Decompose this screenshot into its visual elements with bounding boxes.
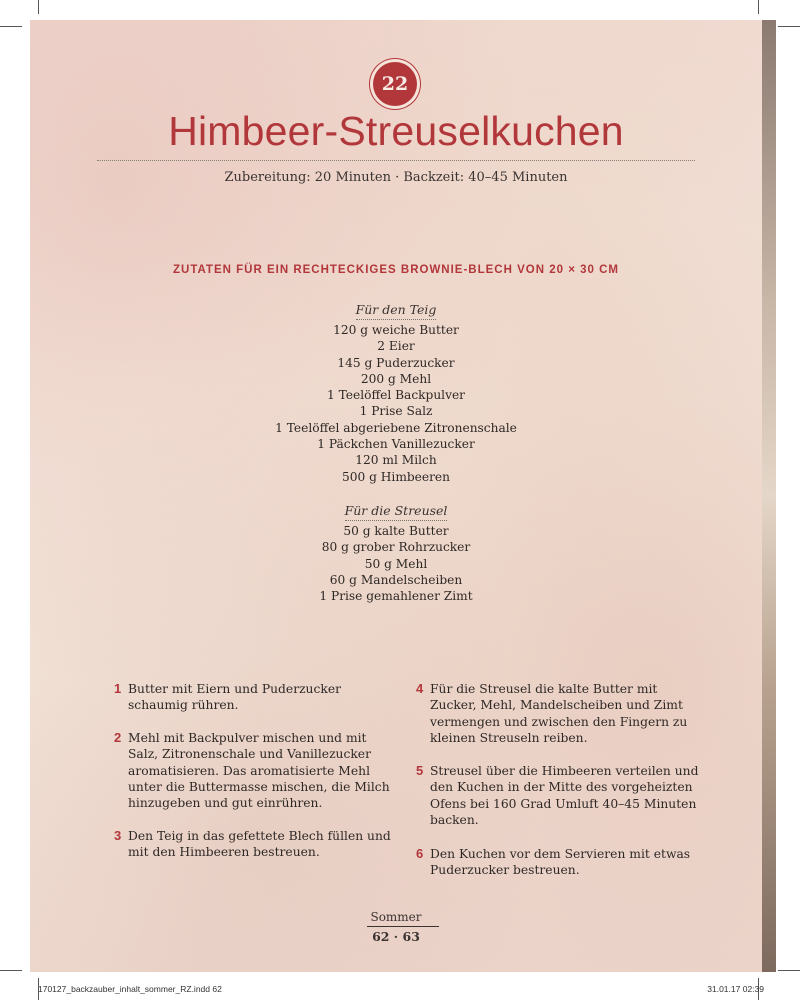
list-item: 1 Prise gemahlener Zimt xyxy=(319,589,473,604)
step-text: Den Teig in das gefettete Blech füllen und mit den Himbeeren bestreuen. xyxy=(128,829,391,860)
print-slug-file: 170127_backzauber_inhalt_sommer_RZ.indd 62 xyxy=(38,984,222,994)
list-item: 50 g Mehl xyxy=(364,556,428,571)
dough-subtitle: Für den Teig xyxy=(356,302,437,320)
list-item: 120 g weiche Butter xyxy=(333,323,459,337)
step-5 xyxy=(416,763,700,828)
crop-mark xyxy=(0,26,22,27)
list-item: 60 g Mandelscheiben xyxy=(329,572,463,587)
recipe-number-badge xyxy=(373,62,417,106)
step-text: Butter mit Eiern und Puderzucker schaumig rühren. xyxy=(128,682,341,713)
step-number: 4 xyxy=(416,681,424,696)
step-1 xyxy=(114,681,398,714)
ingredients-heading: ZUTATEN FÜR EIN RECHTECKIGES BROWNIE-BLECH VON 20 × 30 CM xyxy=(172,264,619,276)
list-item: 2 Eier xyxy=(377,339,415,354)
list-item: 1 Päckchen Vanillezucker xyxy=(317,437,475,452)
streusel-ingredients xyxy=(30,500,762,604)
dough-ingredients xyxy=(30,299,762,485)
list-item: 1 Teelöffel abgeriebene Zitronenschale xyxy=(275,420,517,435)
step-number: 6 xyxy=(416,846,424,861)
list-item: 145 g Puderzucker xyxy=(337,355,455,370)
list-item: 1 Prise Salz xyxy=(359,404,433,419)
page-numbers: 62 · 63 xyxy=(372,929,420,944)
list-item: 50 g kalte Butter xyxy=(343,524,449,538)
crop-mark xyxy=(778,970,800,971)
print-slug-date: 31.01.17 02:39 xyxy=(707,984,764,994)
streusel-subtitle: Für die Streusel xyxy=(345,503,448,521)
step-text: Streusel über die Himbeeren verteilen und den Kuchen in der Mitte des vorgeheizten Ofens bei 160 Grad Umluft 40–45 Minuten backen. xyxy=(430,764,699,827)
footer-section: Sommer xyxy=(370,910,422,924)
step-number: 5 xyxy=(416,763,424,778)
adjacent-page-edge xyxy=(762,20,776,972)
crop-mark xyxy=(38,0,39,14)
recipe-number: 22 xyxy=(381,73,409,95)
crop-mark xyxy=(778,26,800,27)
list-item: 1 Teelöffel Backpulver xyxy=(326,388,466,403)
list-item: 120 ml Milch xyxy=(355,453,437,468)
list-item: 200 g Mehl xyxy=(360,371,432,386)
title-divider xyxy=(97,160,695,161)
streusel-list xyxy=(30,523,762,604)
step-text: Den Kuchen vor dem Servieren mit etwas Puderzucker bestreuen. xyxy=(430,847,691,878)
step-6 xyxy=(416,846,700,879)
step-3 xyxy=(114,828,398,861)
step-4 xyxy=(416,681,700,746)
list-item: 500 g Himbeeren xyxy=(341,469,450,484)
step-2 xyxy=(114,730,398,811)
footer-rule xyxy=(367,926,439,927)
crop-mark xyxy=(0,970,22,971)
step-number: 3 xyxy=(114,828,122,843)
step-text: Mehl mit Backpulver mischen und mit Salz, Zitronenschale und Vanillezucker aromatisieren. Das aromatisierte Mehl unter die Buttermasse mischen, die Milch hinzugeben und gut einrühren. xyxy=(128,731,390,811)
recipe-title: Himbeer-Streuselkuchen xyxy=(168,108,624,154)
dough-list xyxy=(30,322,762,485)
recipe-times: Zubereitung: 20 Minuten · Backzeit: 40–45 Minuten xyxy=(224,170,568,185)
crop-mark xyxy=(758,0,759,14)
step-number: 2 xyxy=(114,730,122,745)
step-number: 1 xyxy=(114,681,122,696)
step-text: Für die Streusel die kalte Butter mit Zucker, Mehl, Mandelscheiben und Zimt vermengen und zwischen den Fingern zu kleinen Streuseln reiben. xyxy=(430,682,688,745)
list-item: 80 g grober Rohrzucker xyxy=(321,540,471,555)
recipe-page xyxy=(30,20,762,972)
